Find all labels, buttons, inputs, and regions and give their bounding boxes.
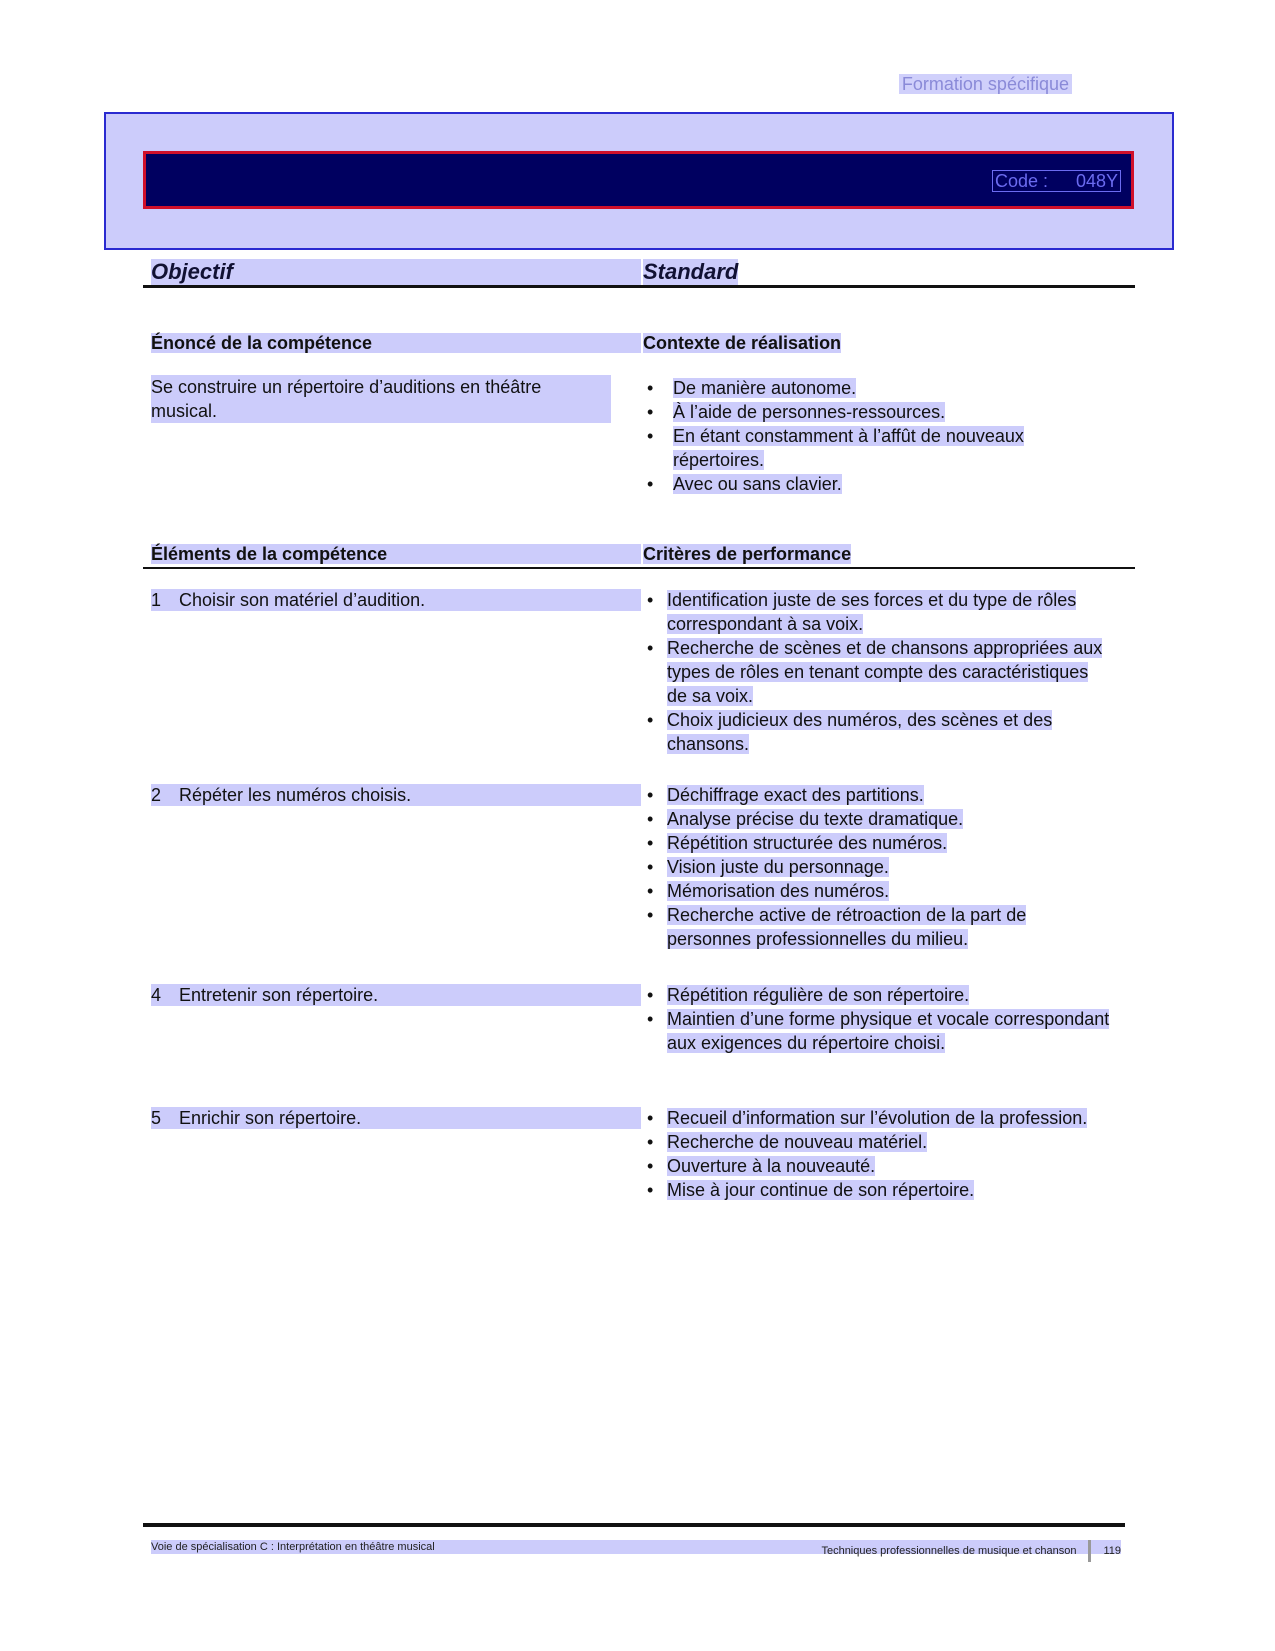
criteria-list bbox=[643, 588, 1113, 756]
page-number: 119 bbox=[1103, 1545, 1121, 1557]
element-number: 4 bbox=[151, 985, 162, 1005]
contexte-item-text: À l’aide de personnes-ressources. bbox=[673, 402, 946, 422]
element-row bbox=[151, 784, 641, 806]
contexte-item bbox=[643, 472, 1093, 496]
criteria-item bbox=[643, 783, 1113, 807]
footer bbox=[151, 1540, 1121, 1557]
elements-heading: Éléments de la compétence bbox=[151, 544, 641, 564]
element-row bbox=[151, 1107, 641, 1129]
header-rule bbox=[143, 285, 1135, 288]
standard-title: Standard bbox=[643, 259, 739, 284]
criteria-item-text: Identification juste de ses forces et du type de rôles correspondant à sa voix. bbox=[667, 590, 1077, 634]
criteria-item-text: Recherche de scènes et de chansons appropriées aux types de rôles en tenant compte des caractéristiques de sa voix. bbox=[667, 638, 1103, 706]
contexte-item bbox=[643, 400, 1093, 424]
code-label: Code : bbox=[994, 171, 1048, 191]
code-bar bbox=[143, 151, 1134, 209]
enonce-text: Se construire un répertoire d’auditions en théâtre musical. bbox=[151, 375, 611, 423]
element-number: 2 bbox=[151, 785, 162, 805]
footer-separator bbox=[1088, 1540, 1091, 1562]
criteria-item bbox=[643, 831, 1113, 855]
contexte-item-text: En étant constamment à l’affût de nouveaux répertoires. bbox=[673, 426, 1024, 470]
footer-right: Techniques professionnelles de musique et chanson bbox=[821, 1545, 1077, 1557]
contexte-item bbox=[643, 376, 1093, 400]
contexte-item bbox=[643, 424, 1093, 472]
element-row bbox=[151, 984, 641, 1006]
criteria-item-text: Vision juste du personnage. bbox=[667, 857, 889, 877]
criteria-item-text: Déchiffrage exact des partitions. bbox=[667, 785, 924, 805]
criteria-item bbox=[643, 1130, 1113, 1154]
criteria-item-text: Répétition régulière de son répertoire. bbox=[667, 985, 970, 1005]
contexte-heading: Contexte de réalisation bbox=[643, 333, 842, 353]
criteria-item-text: Mise à jour continue de son répertoire. bbox=[667, 1180, 975, 1200]
objectif-title: Objectif bbox=[151, 259, 641, 285]
footer-right-group bbox=[821, 1540, 1121, 1562]
criteria-item-text: Répétition structurée des numéros. bbox=[667, 833, 948, 853]
element-label: Entretenir son répertoire. bbox=[179, 985, 379, 1005]
criteria-item bbox=[643, 903, 1113, 951]
elements-rule bbox=[143, 567, 1135, 569]
contexte-item-text: De manière autonome. bbox=[673, 378, 857, 398]
criteria-item bbox=[643, 855, 1113, 879]
footer-rule bbox=[143, 1523, 1125, 1527]
criteria-list bbox=[643, 783, 1113, 951]
criteria-item-text: Mémorisation des numéros. bbox=[667, 881, 890, 901]
section-label: Formation spécifique bbox=[899, 74, 1072, 94]
criteria-item bbox=[643, 807, 1113, 831]
contexte-list bbox=[643, 376, 1093, 496]
criteria-item bbox=[643, 879, 1113, 903]
criteria-item-text: Ouverture à la nouveauté. bbox=[667, 1156, 876, 1176]
criteria-item-text: Recherche active de rétroaction de la part de personnes professionnelles du milieu. bbox=[667, 905, 1027, 949]
criteria-item bbox=[643, 1178, 1113, 1202]
enonce-heading: Énoncé de la compétence bbox=[151, 333, 641, 353]
criteria-item bbox=[643, 588, 1113, 636]
criteria-heading: Critères de performance bbox=[643, 544, 852, 564]
criteria-item bbox=[643, 636, 1113, 708]
element-number: 1 bbox=[151, 590, 162, 610]
criteria-item-text: Recueil d’information sur l’évolution de la profession. bbox=[667, 1108, 1088, 1128]
criteria-item-text: Recherche de nouveau matériel. bbox=[667, 1132, 928, 1152]
criteria-item bbox=[643, 1007, 1113, 1055]
code-field bbox=[992, 170, 1121, 192]
contexte-item-text: Avec ou sans clavier. bbox=[673, 474, 842, 494]
criteria-item bbox=[643, 708, 1113, 756]
element-label: Choisir son matériel d’audition. bbox=[179, 590, 426, 610]
element-label: Enrichir son répertoire. bbox=[179, 1108, 362, 1128]
criteria-list bbox=[643, 983, 1113, 1055]
element-number: 5 bbox=[151, 1108, 162, 1128]
code-value: 048Y bbox=[1075, 171, 1118, 191]
criteria-item bbox=[643, 1106, 1113, 1130]
criteria-item-text: Maintien d’une forme physique et vocale correspondant aux exigences du répertoire choisi. bbox=[667, 1009, 1110, 1053]
element-row bbox=[151, 589, 641, 611]
criteria-item-text: Analyse précise du texte dramatique. bbox=[667, 809, 964, 829]
element-label: Répéter les numéros choisis. bbox=[179, 785, 412, 805]
criteria-item-text: Choix judicieux des numéros, des scènes et des chansons. bbox=[667, 710, 1053, 754]
criteria-item bbox=[643, 1154, 1113, 1178]
criteria-list bbox=[643, 1106, 1113, 1202]
criteria-item bbox=[643, 983, 1113, 1007]
footer-left: Voie de spécialisation C : Interprétation en théâtre musical bbox=[151, 1541, 435, 1553]
